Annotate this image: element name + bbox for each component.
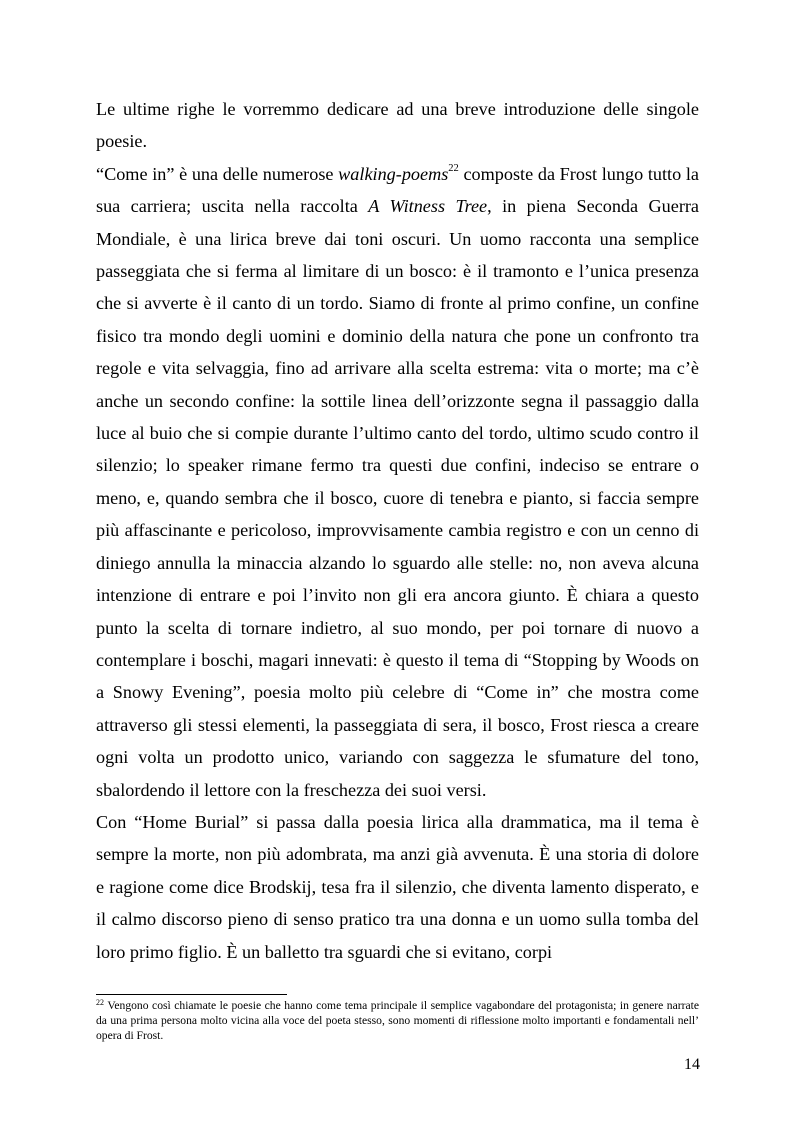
- footnote-number: 22: [96, 998, 104, 1007]
- text-segment: Le ultime righe le vorremmo dedicare ad una breve introduzione delle singole poesie.: [96, 99, 699, 152]
- paragraph-intro: [96, 93, 699, 158]
- paragraph-come-in: [96, 158, 699, 806]
- text-segment: “Come in” è una delle numerose: [96, 163, 339, 184]
- footnote: [96, 999, 699, 1043]
- footnote-reference[interactable]: 22: [448, 162, 459, 174]
- text-segment: Con “Home Burial” si passa dalla poesia lirica alla drammatica, ma il tema è sempre la morte, non più adombrata, ma anzi già avvenuta. È una storia di dolore e ragione come dice Brodskij, tesa fra il silenzio, che diventa lamento disperato, e il calmo discorso pieno di senso pratico tra una donna e un uomo sulla tomba del loro primo figlio. È un balletto tra sguardi che si evitano, corpi: [96, 811, 699, 962]
- footnote-separator: [96, 994, 287, 995]
- italic-title: A Witness Tree: [368, 196, 488, 217]
- paragraph-home-burial: [96, 806, 699, 968]
- text-segment: composte da Frost lungo tutto la sua carriera; uscita nella raccolta: [96, 163, 700, 217]
- footnote-text: Vengono così chiamate le poesie che hanno come tema principale il semplice vagabondare del protagonista; in genere narrate da una prima persona molto vicina alla voce del poeta stesso, sono momenti di riflessione molto importanti e fondamentali nell’ opera di Frost.: [96, 999, 699, 1042]
- italic-term: walking-poems: [338, 163, 449, 184]
- page-number: 14: [684, 1056, 700, 1073]
- text-segment: , in piena Seconda Guerra Mondiale, è una lirica breve dai toni oscuri. Un uomo racconta una semplice passeggiata che si ferma al limitare di un bosco: è il tramonto e l’unica presenza che si avverte è il canto di un tordo. Siamo di fronte al primo confine, un confine fisico tra mondo degli uomini e dominio della natura che pone un confronto tra regole e vita selvaggia, fino ad arrivare alla scelta estrema: vita o morte; ma c’è anche un secondo confine: la sottile linea dell’orizzonte segna il passaggio dalla luce al buio che si compie durante l’ultimo canto del tordo, ultimo scudo contro il silenzio; lo speaker rimane fermo tra questi due confini, indeciso se entrare o meno, e, quando sembra che il bosco, cuore di tenebra e pianto, si faccia sempre più affascinante e pericoloso, improvvisamente cambia registro e con un cenno di diniego annulla la minaccia alzando lo sguardo alle stelle: no, non aveva alcuna intenzione di entrare e poi l’invito non gli era ancora giunto. È chiara a questo punto la scelta di tornare indietro, al suo mondo, per poi tornare di nuovo a contemplare i boschi, magari innevati: è questo il tema di “Stopping by Woods on a Snowy Evening”, poesia molto più celebre di “Come in” che mostra come attraverso gli stessi elementi, la passeggiata di sera, il bosco, Frost riesca a creare ogni volta un prodotto unico, variando con saggezza le sfumature del tono, sbalordendo il lettore con la freschezza dei suoi versi.: [96, 196, 700, 800]
- body-text: [96, 93, 699, 968]
